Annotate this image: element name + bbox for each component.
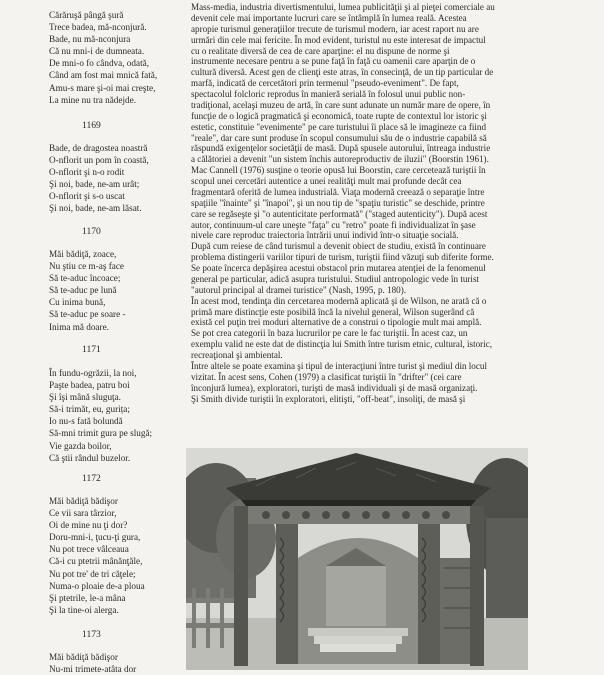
poem-number: 1173 <box>82 629 101 640</box>
poem-line: Cu inima bună, <box>49 297 106 308</box>
poem-line: Nu ştiu ce m-aş face <box>49 261 124 272</box>
poem-1169 <box>49 142 172 215</box>
text-line: apropie turismul generaţiilor trecute de turismul modern, iar acest raport nu are <box>191 23 479 34</box>
poem-line: În fundu-ogrăzii, la noi, <box>49 368 137 378</box>
poem-line: Să-mni trimit gura pe slugă; <box>49 428 153 439</box>
text-line: cu o realitate diversă de cea de care aparţine: el nu dispune de norme şi <box>191 45 450 56</box>
text-line: există cel puţin trei moduri alternative de a construi o tipologie mult mai amplă. <box>191 317 482 328</box>
text-line: problema distingerii variilor tipuri de turism, turiştii fiind văzuţi sub diferite forme. <box>191 252 494 263</box>
poem-line: De mni-o fo cândva, odată, <box>49 58 150 69</box>
poem-line: Să te-aduc pe soare - <box>49 309 126 320</box>
poem-line: Şi noi, bade, ne-am lăsat. <box>49 203 142 214</box>
text-line: nivele care reproduc traiectoria întrării unui individ într-o situaţie socială. <box>191 230 459 241</box>
poem-line: Nu pot tre' de tri căţele; <box>49 568 136 579</box>
poem-line: O-nflorit un pom în coastă, <box>49 155 149 166</box>
text-line: marfă, indicată de cercetători prin termenul "pseudo-eveniment". De fapt, <box>191 78 459 89</box>
poem-line: Bade, nu mă-nconjura <box>49 34 131 45</box>
article-paragraph-1 <box>191 2 595 404</box>
text-line: autor, continuum-ul care uneşte "faţa" cu "retro" poate fi individualizat în şase <box>191 219 476 230</box>
poem-1172 <box>49 495 172 616</box>
text-line: "reale", dar care sunt produse în scopul consumului său de o industrie capabilă să <box>191 132 487 143</box>
text-line: care se regăseşte şi "o autenticitate performată" ("staged autenticity"). După acest <box>191 208 488 219</box>
text-line: exemplu valid ne este dat de distincţia lui Smith între turism etnic, cultural, istoric, <box>191 339 493 350</box>
poem-number: 1171 <box>82 344 101 355</box>
text-line: recreaţional şi ambiental. <box>191 350 283 360</box>
text-line: scopul unei cercetări autentice a unei realităţi mult mai profunde decât cea <box>191 176 462 186</box>
poem-line: La mine nu tra nădejde. <box>49 94 136 105</box>
text-line: Mass-media, industria divertismentului, lumea publicităţii şi al pieţei comerciale au <box>191 2 495 12</box>
poems-column <box>0 0 172 675</box>
poem-1170 <box>49 248 172 333</box>
poem-line: Şi noi, bade, ne-am urât; <box>49 179 140 190</box>
poem-intro <box>49 9 172 106</box>
poem-line: Bade, de dragostea noastră <box>49 143 148 153</box>
poem-line: Măi bădiţă bădişor <box>49 496 118 506</box>
poem-1171 <box>49 367 172 464</box>
text-line: estetic, constituie "evenimente" pe care turistului îi place să le imagineze ca fiind <box>191 121 487 132</box>
poem-line: Io nu-s fată bolundă <box>49 416 123 427</box>
poem-line: Numa-o ploaie de-a ploua <box>49 580 145 591</box>
poem-line: Trece badea, mă-nconjură. <box>49 22 147 33</box>
text-line: devenit cele mai importante lucruri care se întâmplă în lumea reală. Acestea <box>191 12 467 23</box>
poem-1173 <box>49 651 172 675</box>
poem-line: Şi la tine-oi alerga. <box>49 604 119 615</box>
poem-line: Să te-aduc pe lună <box>49 285 117 296</box>
text-line: fragmentară oferită de lumea industrială. Viaţa modernă creează o separaţie între <box>191 186 485 197</box>
text-line: În acest mod, tendinţa din cercetarea modernă aplicată şi de Wilson, ne arată că o <box>191 295 487 306</box>
poem-line: Nu-mi trimete-atâta dor <box>49 664 137 675</box>
text-line: instrumente necesare pentru a se pune faţă în faţă cu oamenii care aparţin de o <box>191 56 476 67</box>
text-line: Şi Smith divide turiştii în exploratori, elitişti, "off-beat", insoliţi, de masă şi <box>191 393 466 404</box>
poem-line: Şi îşi mână sluguţa. <box>49 392 121 403</box>
text-line: Mac Cannell (1976) susţine o teorie opusă lui Boorstin, care cercetează turiştii în <box>191 165 486 176</box>
poem-line: Măi bădiţă bădişor <box>49 652 118 662</box>
poem-line: Paşte badea, patru boi <box>49 380 130 391</box>
poem-line: Cărăruşă pângă şură <box>49 10 124 20</box>
poem-line: Doru-mni-i, ţucu-ţi gura, <box>49 532 141 543</box>
text-line: a călătoriei a devenit "un sistem închis autoreproductiv de iluzii" (Boorstin 1961). <box>191 154 489 165</box>
poem-line: Să-i trimăt, eu, gurița; <box>49 404 130 415</box>
text-line: Se poate încerca depăşirea acestui obstacol prin mutarea atenţiei de la fenomenul <box>191 263 486 273</box>
text-line: primă mare distincţie este posibilă încă la nivelul general, Wilson sugerând că <box>191 306 475 317</box>
gate-illustration <box>186 448 528 670</box>
poem-line: Că ştii rândul buzelor. <box>49 452 131 463</box>
text-line: spectacolul folcloric reprodus în manieră serială în folosul unui public non- <box>191 89 466 99</box>
poem-line: O-nflorit şi s-o uscat <box>49 191 125 202</box>
poem-line: Oi de mine nu ţi dor? <box>49 520 128 531</box>
text-line: funcţie de o logică pragmatică şi economică, toate rupte de contextul lor istoric şi <box>191 110 487 121</box>
poem-line: Inima mă doare. <box>49 321 109 332</box>
text-line: "autorul principal al dramei turistice" (Nash, 1995, p. 180). <box>191 284 407 295</box>
text-line: spaţiile "înainte" şi "înapoi", şi un nou tip de "spaţiu turistic" se deschide, printre <box>191 197 485 208</box>
poem-line: O-nflorit şi n-o rodit <box>49 167 125 178</box>
text-line: Între altele se poate examina şi tipul de interacţiuni între turist şi mediul din locul <box>191 360 487 371</box>
text-line: După cum reiese de când turismul a devenit obiect de studiu, există în continuare <box>191 241 486 252</box>
poem-line: Vie gazda boilor, <box>49 440 112 451</box>
article-column <box>191 0 595 445</box>
poem-line: Ce vii sara târzior, <box>49 508 117 519</box>
poem-line: Nu pot trece vâlceaua <box>49 544 129 555</box>
poem-line: Că-i cu ptetrii mânănţăle, <box>49 556 143 567</box>
text-line: înconjură lumea), exploratori, turişti de masă individuali şi de masă organizaţi. <box>191 382 478 393</box>
poem-line: Amu-s mare şi-oi mai creşte, <box>49 82 156 93</box>
text-line: general pe particular, adică asupra turistului. Studiul antropologic vede în turist <box>191 273 480 284</box>
text-line: urmări din cele mai fericite. În mod evident, turistul nu este interesat de impactul <box>191 34 486 45</box>
text-line: răspundă exigenţelor societăţii de masă. După spusele autorului, întreaga industrie <box>191 143 491 154</box>
wooden-gate-photo <box>186 448 528 670</box>
poem-line: Măi bădiţă, zoace, <box>49 249 117 259</box>
poem-line: Şi ptetrile, le-a mâna <box>49 592 126 603</box>
poem-number: 1170 <box>82 226 101 237</box>
poem-line: Când am fost mai mnică fată, <box>49 70 158 81</box>
text-line: Se pot crea categorii în baza lucrurilor pe care le fac turiştii. În acest caz, un <box>191 328 468 339</box>
text-line: cultură diversă. Acest gen de clienţi este atras, în consecinţă, de un tip particular de <box>191 67 494 78</box>
poem-number: 1169 <box>82 120 101 131</box>
text-line: tradiţional, acelaşi muzeu de artă, în care sunt adunate un număr mare de opere, în <box>191 99 491 110</box>
poem-line: Că nu mni-i de dumneata. <box>49 46 145 57</box>
poem-number: 1172 <box>82 473 101 484</box>
text-line: vizitat. În acest sens, Cohen (1979) a clasificat turiştii în "drifter" (cei care <box>191 371 462 382</box>
poem-line: Să te-aduc încoace; <box>49 273 121 284</box>
